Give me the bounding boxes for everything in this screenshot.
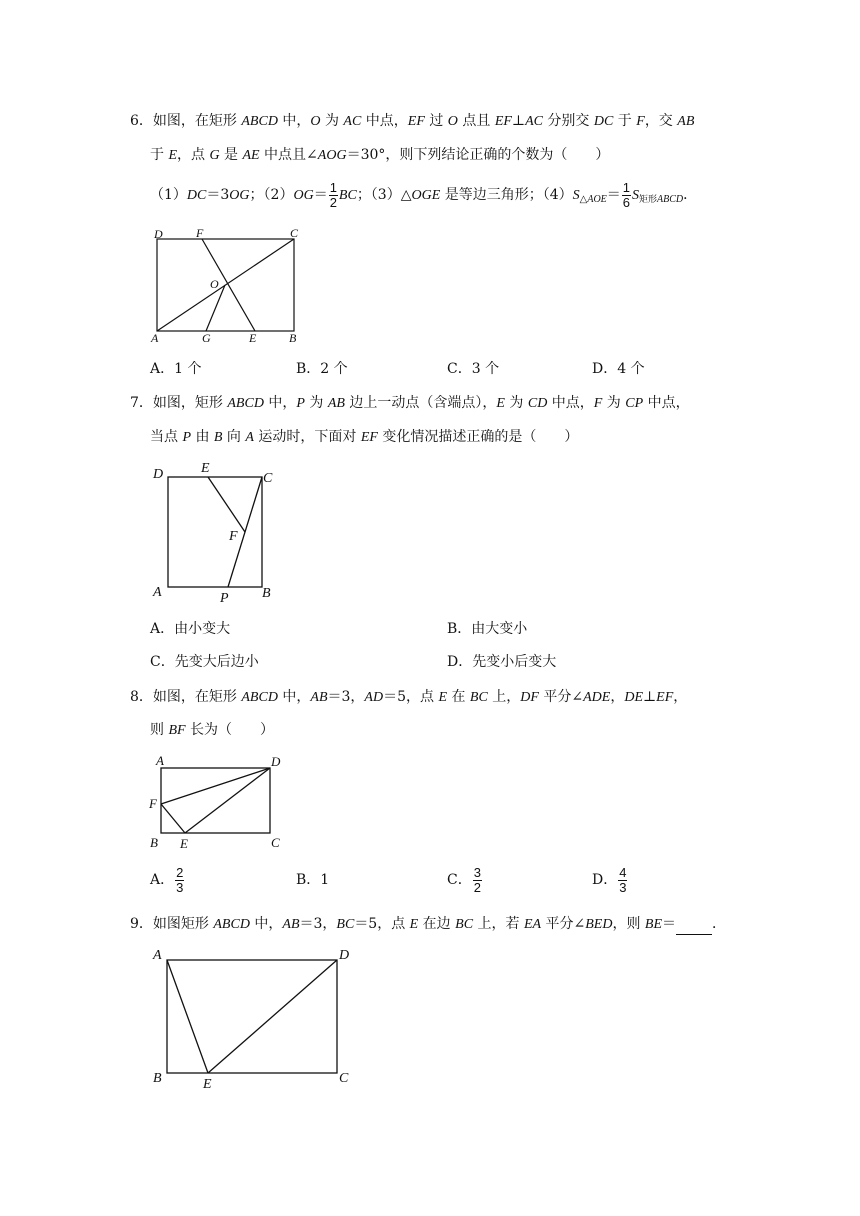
label-d: D — [154, 227, 163, 241]
text: ＝ — [313, 187, 328, 203]
segment-fe — [161, 804, 185, 833]
label-e: E — [249, 331, 257, 345]
q6-line-2 — [150, 145, 609, 166]
text: CD — [527, 396, 548, 411]
text: DE⊥EF — [624, 690, 674, 705]
text: 中， — [263, 395, 297, 411]
text: AB — [310, 690, 328, 705]
text: ＝ — [662, 916, 677, 932]
q8-option-c — [447, 862, 483, 898]
text: 向 — [222, 429, 246, 445]
text: 边上一动点（含端点）， — [344, 395, 497, 411]
q7-option-b: B．由大变小 — [447, 621, 528, 637]
text: ABCD — [227, 396, 264, 411]
text: ＝ — [606, 187, 621, 203]
text: EF⊥AC — [494, 114, 543, 129]
denominator: 2 — [329, 194, 337, 210]
q6-line-3 — [150, 179, 697, 216]
text: 是 — [219, 147, 243, 163]
subscript: 矩形 — [639, 195, 658, 205]
rectangle-abcd — [168, 477, 262, 587]
q7-option-a: A．由小变大 — [150, 621, 231, 637]
denominator: 3 — [176, 879, 184, 895]
text: 中点且∠ — [259, 147, 318, 163]
text: ABCD — [241, 690, 278, 705]
numerator: 1 — [622, 179, 631, 195]
label-c: C — [271, 835, 280, 850]
label-a: A — [156, 753, 164, 768]
text: ；（2） — [249, 187, 294, 203]
text: ABCD — [213, 917, 250, 932]
label-b: B — [289, 331, 297, 345]
text: 中点， — [361, 113, 408, 129]
text: BC — [338, 188, 357, 203]
numerator: 2 — [176, 864, 184, 880]
text: AB — [327, 396, 345, 411]
label-b: B — [262, 586, 271, 601]
text: 中， — [277, 689, 311, 705]
text: 在边 — [418, 916, 456, 932]
text: E — [409, 917, 419, 932]
text: CP — [625, 396, 644, 411]
label-f: F — [229, 529, 238, 544]
q7-figure — [148, 456, 288, 606]
q8-number: 8． — [130, 689, 153, 705]
text: 为 — [504, 395, 528, 411]
text: 上，若 — [473, 916, 524, 932]
segment-de — [185, 768, 270, 833]
text: B — [213, 430, 223, 445]
subscript: △AOE — [579, 194, 607, 205]
segment-de — [208, 960, 337, 1073]
text: （1） — [150, 187, 187, 203]
q8-option-d — [592, 862, 628, 898]
text: 中， — [249, 916, 283, 932]
q7-number: 7． — [130, 395, 153, 411]
fraction-half — [329, 181, 338, 210]
q6-option-c: C．3 个 — [447, 361, 500, 377]
q7-option-c: C．先变大后边小 — [150, 654, 259, 670]
text: 于 — [150, 147, 169, 163]
text: F — [593, 396, 603, 411]
text: ADE — [583, 690, 611, 705]
q6-number: 6． — [130, 113, 153, 129]
text: EF — [407, 114, 425, 129]
label-d: D — [339, 948, 350, 963]
q8-option-b: B．1 — [296, 872, 330, 888]
fraction — [473, 866, 482, 895]
text: 如图，在矩形 — [152, 689, 242, 705]
label-e: E — [180, 836, 188, 851]
q7-line-2 — [150, 427, 578, 448]
q7-option-d: D．先变小后变大 — [447, 654, 557, 670]
text: F — [636, 114, 645, 129]
text: 运动时，下面对 — [253, 429, 361, 445]
label-g: G — [202, 331, 211, 345]
text: 平分∠ — [538, 689, 584, 705]
text: DC — [186, 188, 207, 203]
text: AE — [242, 148, 260, 163]
segment-ae — [167, 960, 208, 1073]
label-c: C — [290, 226, 299, 240]
fraction — [175, 866, 184, 895]
text: BC — [469, 690, 488, 705]
text: ． — [683, 187, 698, 203]
text: E — [496, 396, 505, 411]
text: AB — [677, 114, 695, 129]
text: ＝5，点 — [354, 916, 410, 932]
text: EF — [360, 430, 378, 445]
label-b: B — [150, 835, 158, 850]
text: 如图矩形 — [152, 916, 214, 932]
text: 当点 — [150, 429, 183, 445]
text: ；（3）△ — [356, 187, 412, 203]
text: 由 — [191, 429, 214, 445]
q8-figure — [146, 750, 296, 852]
option-label: A． — [150, 872, 175, 888]
q9-number: 9． — [130, 916, 153, 932]
numerator: 3 — [473, 864, 481, 880]
option-label: C． — [447, 872, 472, 888]
label-p: P — [220, 591, 229, 606]
text: 分别交 — [542, 113, 594, 129]
fraction-sixth — [622, 181, 631, 210]
text: AD — [364, 690, 384, 705]
text: ＝5，点 — [383, 689, 439, 705]
text: E — [438, 690, 448, 705]
diagonal-ac — [157, 239, 294, 331]
text: AOG — [317, 148, 347, 163]
text: EA — [523, 917, 542, 932]
text: OG — [229, 188, 250, 203]
segment-df — [161, 768, 270, 804]
text: OGE — [411, 188, 441, 203]
text: 平分∠ — [541, 916, 586, 932]
text: 如图，在矩形 — [152, 113, 242, 129]
text: ，点 — [177, 147, 210, 163]
q8-line-1 — [130, 687, 687, 708]
text: E — [168, 148, 178, 163]
label-c: C — [263, 471, 273, 486]
q7-line-1 — [130, 393, 690, 414]
fraction — [618, 866, 627, 895]
text: ＝3， — [327, 689, 365, 705]
text: O — [447, 114, 458, 129]
q9-figure — [148, 942, 358, 1092]
label-c: C — [339, 1071, 349, 1086]
label-b: B — [153, 1071, 162, 1086]
rectangle-abcd — [167, 960, 337, 1073]
label-f: F — [149, 796, 157, 811]
text: 点且 — [457, 113, 495, 129]
text: 为 — [304, 395, 328, 411]
label-o: O — [210, 277, 219, 291]
label-a: A — [151, 331, 159, 345]
label-d: D — [271, 754, 281, 769]
q6-option-a: A．1 个 — [150, 361, 202, 377]
q8-option-a — [150, 862, 185, 898]
text: OG — [293, 188, 314, 203]
label-d: D — [153, 467, 164, 482]
text: 长为（ ） — [185, 722, 275, 738]
numerator: 1 — [329, 179, 337, 195]
text: S — [632, 188, 640, 203]
text: BED — [585, 917, 613, 932]
option-label: D． — [592, 872, 618, 888]
label-e: E — [203, 1077, 212, 1092]
text: 则 — [150, 722, 169, 738]
text: ABCD — [241, 114, 278, 129]
q9-line-1 — [130, 914, 726, 935]
text: BC — [336, 917, 355, 932]
denominator: 6 — [622, 194, 631, 210]
q6-figure — [148, 226, 308, 346]
text: ＝30°，则下列结论正确的个数为（ ） — [346, 147, 610, 163]
text: BC — [455, 917, 474, 932]
text: O — [310, 114, 321, 129]
text: 中点， — [643, 395, 690, 411]
q6-option-b: B．2 个 — [296, 361, 348, 377]
text: S — [572, 188, 580, 203]
text: P — [182, 430, 192, 445]
text: P — [296, 396, 305, 411]
text: 于 — [613, 113, 637, 129]
subscript: ABCD — [657, 194, 684, 205]
text: DF — [520, 690, 539, 705]
text: ＝3， — [299, 916, 337, 932]
text: DC — [593, 114, 614, 129]
q6-line-1 — [130, 111, 694, 132]
text: 在 — [447, 689, 470, 705]
q8-line-2 — [150, 720, 274, 741]
text: 上， — [487, 689, 521, 705]
denominator: 3 — [619, 879, 627, 895]
text: 是等边三角形；（4） — [440, 187, 573, 203]
text: ， — [610, 689, 625, 705]
text: 中， — [277, 113, 311, 129]
denominator: 2 — [473, 879, 481, 895]
text: 变化情况描述正确的是（ ） — [377, 429, 579, 445]
text: AC — [343, 114, 362, 129]
text: ． — [712, 916, 727, 932]
text: AB — [282, 917, 300, 932]
text: ＝3 — [206, 187, 230, 203]
text: 中点， — [547, 395, 594, 411]
text: A — [245, 430, 254, 445]
text: 如图，矩形 — [152, 395, 228, 411]
segment-ef — [208, 477, 245, 532]
numerator: 4 — [619, 864, 627, 880]
label-e: E — [201, 461, 210, 476]
text: BF — [168, 723, 186, 738]
label-f: F — [196, 226, 204, 240]
text: ，交 — [644, 113, 678, 129]
answer-blank[interactable] — [676, 920, 712, 935]
text: 为 — [602, 395, 626, 411]
text: G — [209, 148, 220, 163]
text: BE — [644, 917, 663, 932]
q6-option-d: D．4 个 — [592, 361, 645, 377]
text: 为 — [320, 113, 344, 129]
text: ， — [673, 689, 688, 705]
label-a: A — [153, 585, 162, 600]
label-a: A — [153, 948, 162, 963]
text: 过 — [424, 113, 448, 129]
text: ，则 — [612, 916, 645, 932]
